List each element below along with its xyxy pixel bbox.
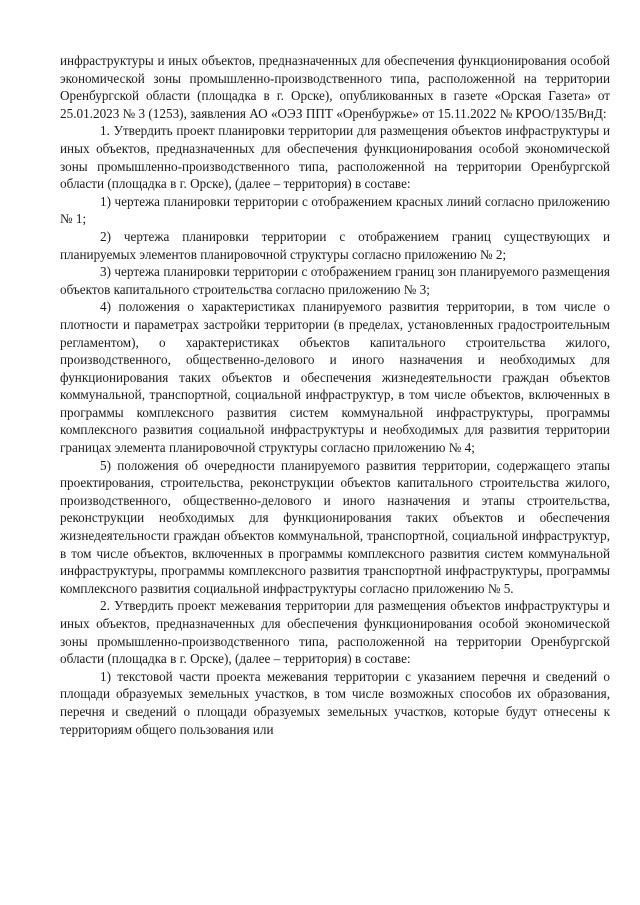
paragraph-subitem-3-zones: 3) чертежа планировки территории с отображением границ зон планируемого размещения объектов капитального строительства согласно приложению № 3; bbox=[60, 264, 610, 297]
paragraph-subitem-1-text-part: 1) текстовой части проекта межевания территории с указанием перечня и сведений о площади образуемых земельных участков, в том числе возможных способов их образования, перечня и сведений о площади образуемых земельных участков, которые будут отнесены к территориям общего пользования или bbox=[60, 668, 610, 737]
paragraph-item-2-surveying-project: 2. Утвердить проект межевания территории для размещения объектов инфраструктуры и иных объектов, предназначенных для обеспечения функционирования особой экономической зоны промышленно-производственного типа, расположенной на территории Оренбургской области (площадка в г. Орске), (далее – территория) в составе: bbox=[60, 598, 610, 667]
paragraph-subitem-5-stages: 5) положения об очередности планируемого развития территории, содержащего этапы проектирования, строительства, реконструкции объектов капитального строительства жилого, производственного, общественно-делового и иного назначения и этапы строительства, реконструкции необходимых для функционирования таких объектов и обеспечения жизнедеятельности граждан объектов коммунальной, транспортной, социальной инфраструктур, в том числе объектов, включенных в программы комплексного развития систем коммунальной инфраструктуры, программы комплексного развития транспортной инфраструктуры, программы комплексного развития социальной инфраструктуры согласно приложению № 5. bbox=[60, 457, 610, 596]
document-page bbox=[60, 52, 610, 738]
paragraph-item-1-planning-project: 1. Утвердить проект планировки территории для размещения объектов инфраструктуры и иных объектов, предназначенных для обеспечения функционирования особой экономической зоны промышленно-производственного типа, расположенной на территории Оренбургской области (площадка в г. Орске), (далее – территория) в составе: bbox=[60, 123, 610, 192]
paragraph-subitem-2-boundaries: 2) чертежа планировки территории с отображением границ существующих и планируемых элементов планировочной структуры согласно приложению № 2; bbox=[60, 228, 610, 262]
paragraph-subitem-4-characteristics: 4) положения о характеристиках планируемого развития территории, в том числе о плотности и параметрах застройки территории (в пределах, установленных градостроительным регламентом), о характеристиках объектов капитального строительства жилого, производственного, общественно-делового и иного назначения и необходимых для функционирования таких объектов и обеспечения жизнедеятельности граждан объектов коммунальной, транспортной, социальной инфраструктур, в том числе объектов, включенных в программы комплексного развития систем коммунальной инфраструктуры, программы комплексного развития социальной инфраструктуры и необходимых для развития территории границах элемента планировочной структуры согласно приложению № 4; bbox=[60, 299, 610, 456]
paragraph-subitem-1-red-lines: 1) чертежа планировки территории с отображением красных линий согласно приложению № 1; bbox=[60, 193, 610, 227]
paragraph-intro-continuation: инфраструктуры и иных объектов, предназначенных для обеспечения функционирования особой экономической зоны промышленно-производственного типа, расположенной на территории Оренбургской области (площадка в г. Орске), опубликованных в газете «Орская Газета» от 25.01.2023 № 3 (1253), заявления АО «ОЭЗ ППТ «Оренбуржье» от 15.11.2022 № КРОО/135/ВнД: bbox=[60, 53, 610, 121]
